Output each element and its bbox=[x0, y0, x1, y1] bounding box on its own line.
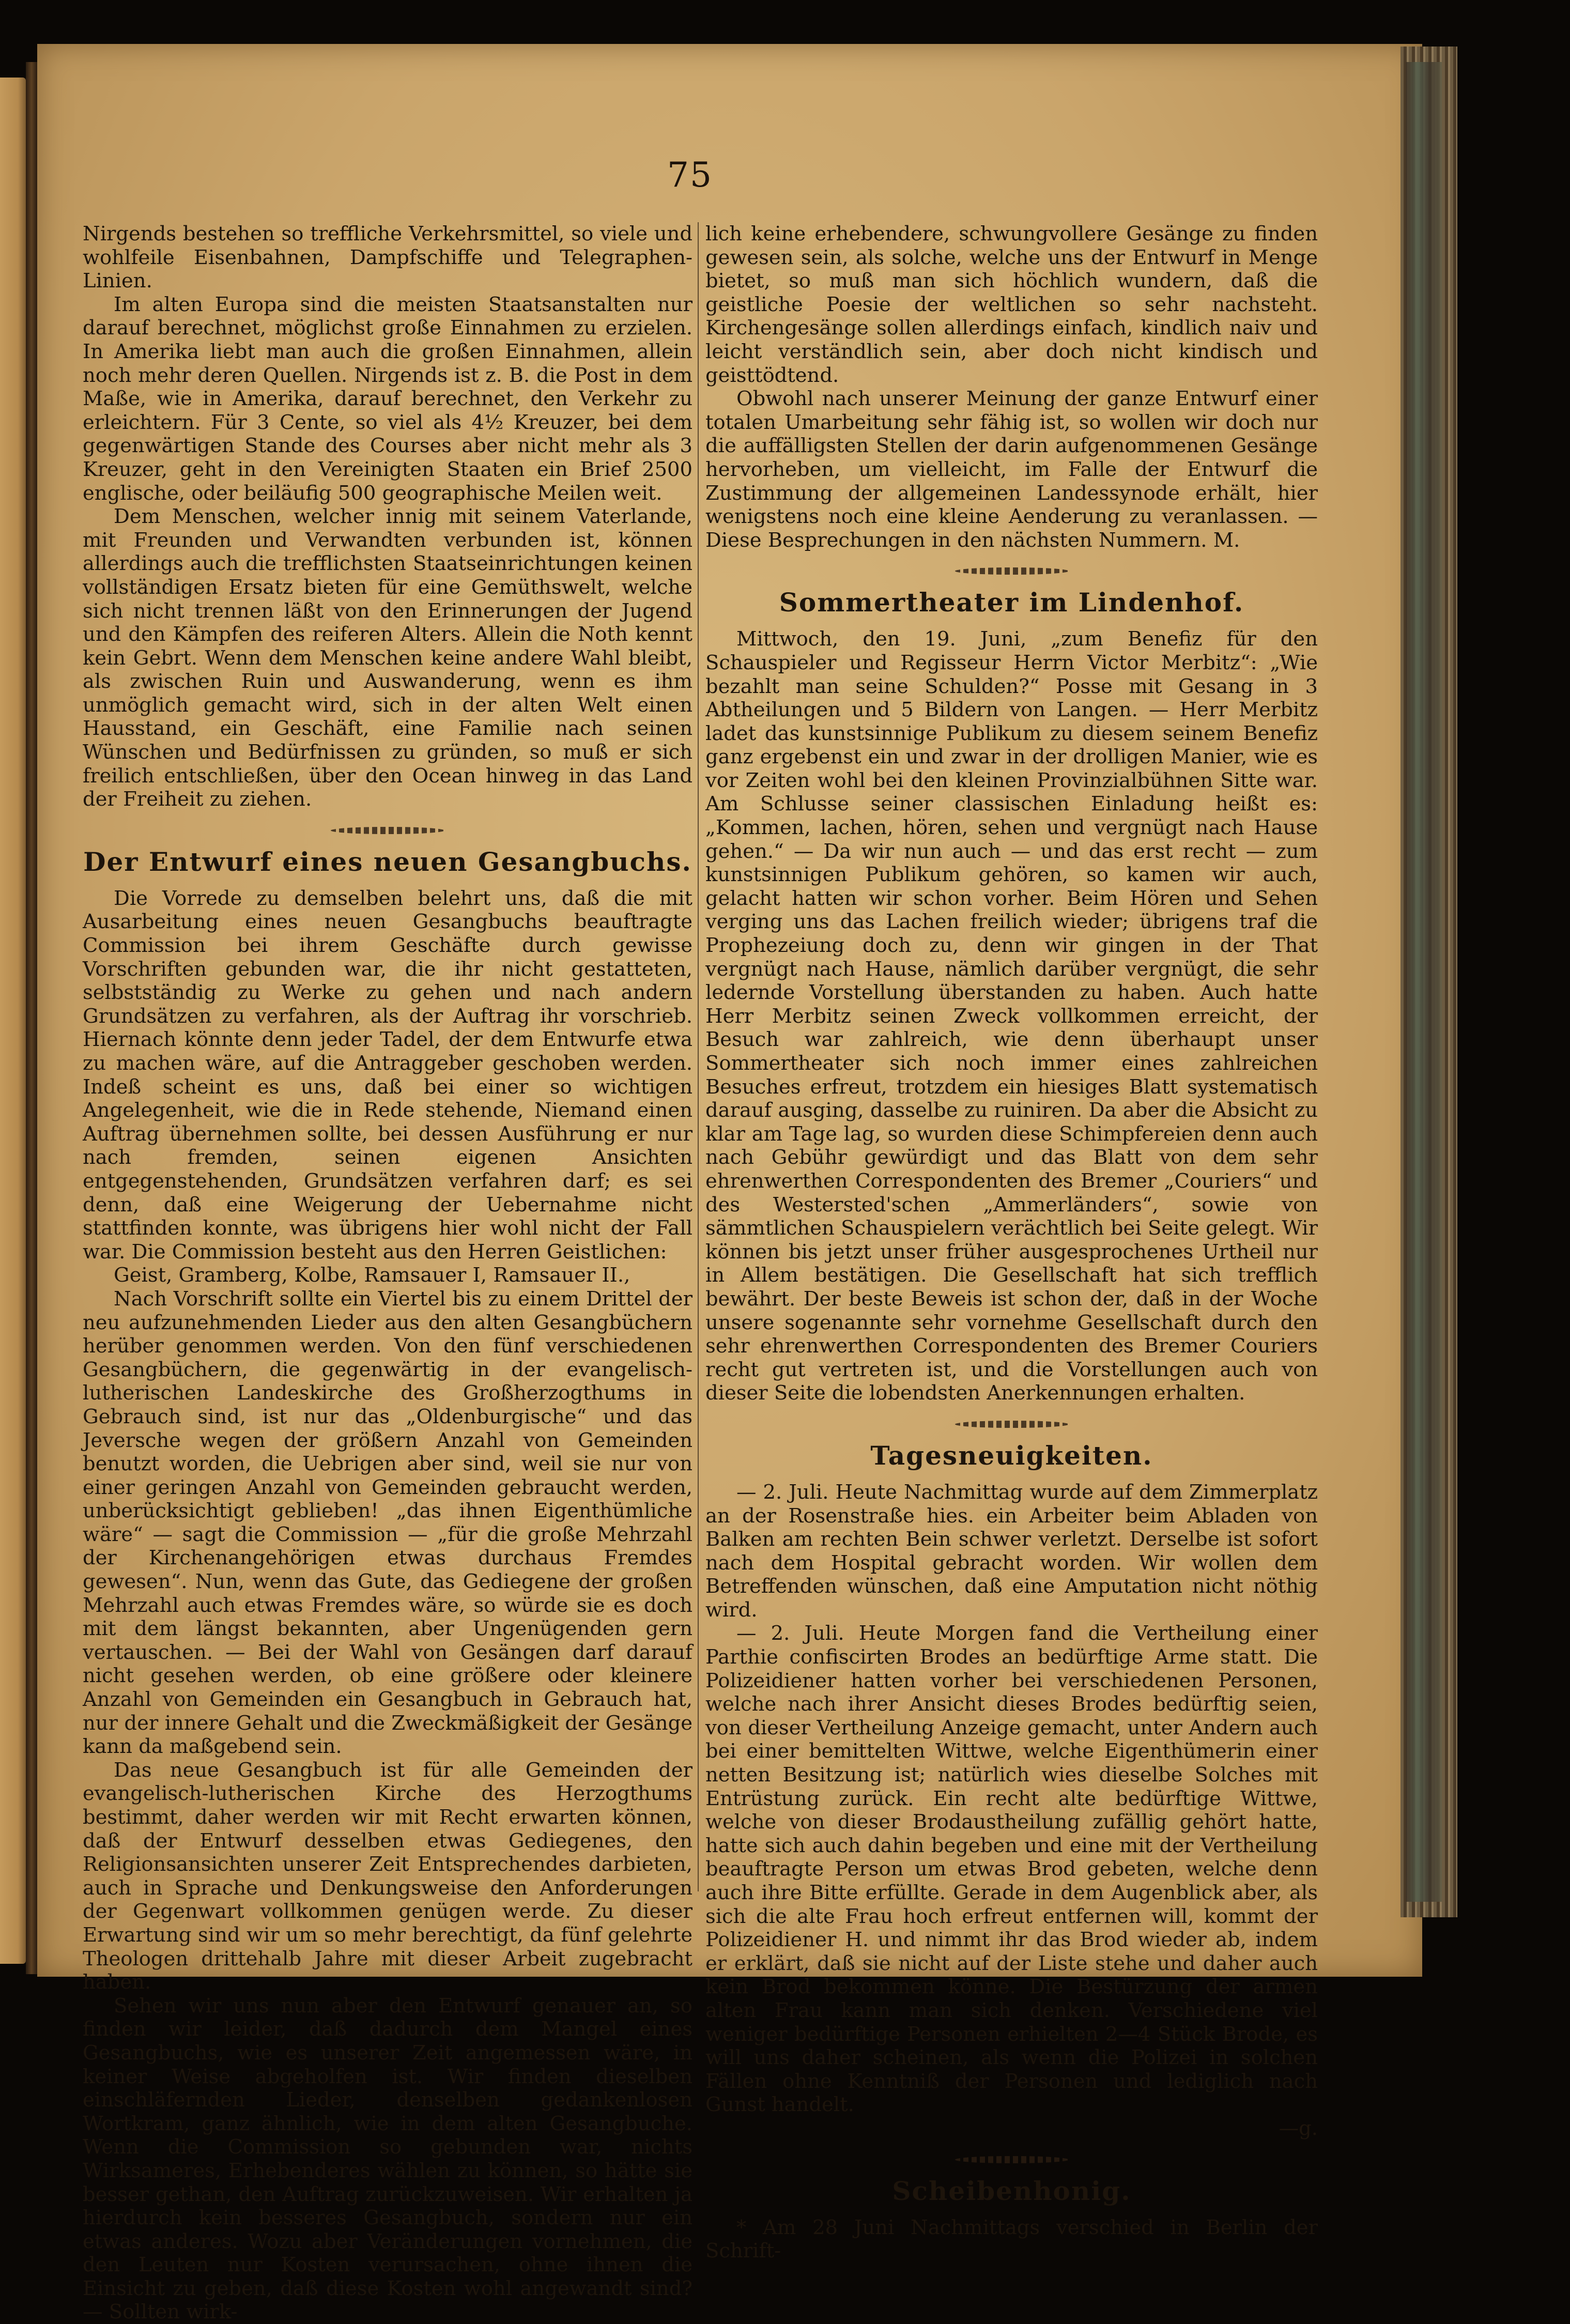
news-para-2: — 2. Juli. Heute Morgen fand die Vertheilung einer Parthie confiscirten Brodes an bedürftige Arme statt. Die Polizeidiener hatten vorher bei verschiedenen Personen, welche nach ihrer Ansicht dieses Brodes bedürftig seien, von dieser Vertheilung Anzeige gemacht, unter Andern auch bei einer bemittelten Wittwe, welche Eigenthümerin einer netten Besitzung ist; natürlich wies dieselbe Solches mit Entrüstung zurück. Ein recht alte bedürftige Wittwe, welche von dieser Brodaustheilung zufällig gehört hatte, hatte sich auch dahin begeben und eine mit der Vertheilung beauftragte Person um etwas Brod gebeten, welche denn auch ihre Bitte erfüllte. Gerade in dem Augenblick aber, als sich die alte Frau hoch erfreut entfernen will, kommt der Polizeidiener H. und nimmt ihr das Brod wieder ab, indem er erklärt, daß sie nicht auf der Liste stehe und daher auch kein Brod bekommen könne. Die Bestürzung der armen alten Frau kann man sich denken. Verschiedene viel weniger bedürftige Personen erhielten 2—4 Stück Brode, es will uns daher scheinen, als wenn die Polizei in solchen Fällen ohne Kenntniß der Personen und lediglich nach Gunst handelt. bbox=[705, 1622, 1318, 2117]
left-para-5: Nach Vorschrift sollte ein Viertel bis zu einem Drittel der neu aufzunehmenden Lieder aus den alten Gesangbüchern herüber genommen werden. Von den fünf verschiedenen Gesangbüchern, die gegenwärtig in der evangelisch-lutherischen Landeskirche des Großherzogthums in Gebrauch sind, ist nur das „Oldenburgische“ und das Jeversche wegen der größern Anzahl von Gemeinden benutzt worden, die Uebrigen aber sind, weil sie nur von einer geringen Anzahl von Gemeinden gebraucht werden, unberücksichtigt geblieben! „das ihnen Eigenthümliche wäre“ — sagt die Commission — „für die große Mehrzahl der Kirchenangehörigen etwas durchaus Fremdes gewesen“. Nun, wenn das Gute, das Gediegene der großen Mehrzahl auch etwas Fremdes wäre, so würde sie es doch mit dem längst bekannten, aber Ungenügenden gern vertauschen. — Bei der Wahl von Gesängen darf darauf nicht gesehen werden, ob eine größere oder kleinere Anzahl von Gemeinden ein Gesangbuch in Gebrauch hat, nur der innere Gehalt und die Zweckmäßigkeit der Gesänge kann da maßgebend sein. bbox=[83, 1287, 692, 1759]
column-rule bbox=[698, 222, 699, 1891]
left-para-2: Im alten Europa sind die meisten Staatsanstalten nur darauf berechnet, möglichst große Einnahmen zu erzielen. In Amerika liebt man auch die großen Einnahmen, allein noch mehr deren Quellen. Nirgends ist z. B. die Post in dem Maße, wie in Amerika, darauf berechnet, den Verkehr zu erleichtern. Für 3 Cente, so viel als 4½ Kreuzer, bei dem gegenwärtigen Stande des Courses aber nicht mehr als 3 Kreuzer, geht in den Vereinigten Staaten ein Brief 2500 englische, oder beiläufig 500 geographische Meilen weit. bbox=[83, 293, 692, 505]
left-para-names: Geist, Gramberg, Kolbe, Ramsauer I, Ramsauer II., bbox=[114, 1264, 630, 1287]
book-gutter bbox=[26, 62, 37, 1974]
heading-gesangbuch: Der Entwurf eines neuen Gesangbuchs. bbox=[83, 846, 692, 877]
honey-para-1: * Am 28 Juni Nachmittags verschied in Berlin der Schrift- bbox=[705, 2215, 1318, 2263]
section-divider-ornament bbox=[955, 567, 1069, 575]
section-divider-ornament bbox=[331, 827, 444, 834]
heading-scheibenhonig: Scheibenhonig. bbox=[892, 2175, 1131, 2206]
left-para-7: Sehen wir uns nun aber den Entwurf genauer an, so finden wir leider, daß dadurch dem Mangel eines Gesangbuchs, wie es unserer Zeit angemessen wäre, in keiner Weise abgeholfen ist. Wir finden dieselben einschläfernden Lieder, denselben gedankenlosen Wortkram, ganz ähnlich, wie in dem alten Gesangbuche. Wenn die Commission so gebunden war, nichts Wirksameres, Erhebenderes wählen zu können, so hätte sie besser gethan, den Auftrag zurückzuweisen. Wir erhalten ja hierdurch kein besseres Gesangbuch, sondern nur ein etwas anderes. Wozu aber Veränderungen vornehmen, die den Leuten nur Kosten verursachen, ohne ihnen die Einsicht zu geben, daß diese Kosten wohl angewandt sind? — Sollten wirk- bbox=[83, 1994, 692, 2324]
news-signoff: —g. bbox=[1279, 2116, 1318, 2140]
right-para-1: lich keine erhebendere, schwungvollere Gesänge zu finden gewesen sein, als solche, welche uns der Entwurf in Menge bietet, so muß man sich höchlich wundern, daß die geistliche Poesie der weltlichen so sehr nachsteht. Kirchengesänge sollen allerdings einfach, kindlich naiv und leicht verständlich sein, aber doch nicht kindisch und geisttödtend. bbox=[705, 222, 1318, 387]
theater-para-1: Mittwoch, den 19. Juni, „zum Benefiz für den Schauspieler und Regisseur Herrn Victor Merbitz“: „Wie bezahlt man seine Schulden?“ Posse mit Gesang in 3 Abtheilungen und 5 Bildern von Langen. — Herr Merbitz ladet das kunstsinnige Publikum zu diesem seinem Benefiz ganz ergebenst ein und zwar in der drolligen Manier, wie es vor Zeiten wohl bei den kleinen Provinzialbühnen Sitte war. Am Schlusse seiner classischen Einladung heißt es: „Kommen, lachen, hören, sehen und vergnügt nach Hause gehen.“ — Da wir nun auch — und das erst recht — zum kunstsinnigen Publikum gehören, so kamen wir auch, gelacht hatten wir schon vorher. Beim Hören und Sehen verging uns das Lachen freilich wieder; übrigens traf die Prophezeiung doch zu, denn wir gingen in der That vergnügt nach Hause, nämlich darüber vergnügt, die sehr ledernde Vorstellung überstanden zu haben. Auch hatte Herr Merbitz seinen Zweck vollkommen erreicht, der Besuch war zahlreich, wie denn überhaupt unser Sommertheater sich noch immer eines zahlreichen Besuches erfreut, trotzdem ein hiesiges Blatt systematisch darauf ausging, dasselbe zu ruiniren. Da aber die Absicht zu klar am Tage lag, so wurden diese Schimpfereien denn auch nach Gebühr gewürdigt und das Blatt von dem sehr ehrenwerthen Correspondenten des Bremer „Couriers“ und des Westersted'schen „Ammerländers“, sowie von sämmtlichen Schauspielern verächtlich bei Seite gelegt. Wir können bis jetzt unser früher ausgesprochenes Urtheil nur in Allem bestätigen. Die Gesellschaft hat sich trefflich bewährt. Der beste Beweis ist schon der, daß in der Woche unsere sogenannte sehr vornehme Gesellschaft durch den sehr ehrenwerthen Correspondenten des Bremer Couriers recht gut vertreten ist, und die Vorstellungen auch von dieser Seite die lobendsten Anerkennungen erhalten. bbox=[705, 627, 1318, 1405]
heading-sommertheater: Sommertheater im Lindenhof. bbox=[779, 587, 1244, 618]
previous-page-edge bbox=[0, 78, 26, 1964]
book-binding-marbled bbox=[1406, 62, 1442, 1902]
page-number: 75 bbox=[667, 155, 713, 195]
news-para-1: — 2. Juli. Heute Nachmittag wurde auf dem Zimmerplatz an der Rosenstraße hies. ein Arbeiter beim Abladen von Balken am rechten Bein schwer verletzt. Derselbe ist sofort nach dem Hospital gebracht worden. Wir wollen dem Betreffenden wünschen, daß eine Amputation nicht nöthig wird. bbox=[705, 1480, 1318, 1622]
heading-tagesneuigkeiten: Tagesneuigkeiten. bbox=[870, 1440, 1153, 1471]
left-column bbox=[83, 222, 692, 2324]
right-para-2: Obwohl nach unserer Meinung der ganze Entwurf einer totalen Umarbeitung sehr fähig ist, so wollen wir doch nur die auffälligsten Stellen der darin aufgenommenen Gesänge hervorheben, um vielleicht, im Falle der Entwurf die Zustimmung der allgemeinen Landessynode erhält, hier wenigstens noch eine kleine Aenderung zu veranlassen. — Diese Besprechungen in den nächsten Nummern. M. bbox=[705, 387, 1318, 552]
left-para-4: Die Vorrede zu demselben belehrt uns, daß die mit Ausarbeitung eines neuen Gesangbuchs beauftragte Commission bei ihrem Geschäfte durch gewisse Vorschriften gebunden war, die ihr nicht gestatteten, selbstständig zu Werke zu gehen und nach andern Grundsätzen zu verfahren, als der Auftrag ihr vorschrieb. Hiernach könnte denn jeder Tadel, der dem Entwurfe etwa zu machen wäre, auf die Antraggeber geschoben werden. Indeß scheint es uns, daß bei einer so wichtigen Angelegenheit, wie die in Rede stehende, Niemand einen Auftrag übernehmen sollte, bei dessen Ausführung er nur nach fremden, seinen eigenen Ansichten entgegenstehenden, Grundsätzen verfahren darf; es sei denn, daß eine Weigerung der Uebernahme nicht stattfinden konnte, was übrigens hier wohl nicht der Fall war. Die Commission besteht aus den Herren Geistlichen: bbox=[83, 886, 692, 1264]
left-para-3: Dem Menschen, welcher innig mit seinem Vaterlande, mit Freunden und Verwandten verbunden ist, können allerdings auch die trefflichsten Staatseinrichtungen keinen vollständigen Ersatz bieten für eine Gemüthswelt, welche sich nicht trennen läßt von den Erinnerungen der Jugend und den Kämpfen des reiferen Alters. Allein die Noth kennt kein Gebrt. Wenn dem Menschen keine andere Wahl bleibt, als zwischen Ruin und Auswanderung, wenn es ihm unmöglich gemacht wird, sich in der alten Welt einen Hausstand, ein Geschäft, eine Familie nach seinen Wünschen und Bedürfnissen zu gründen, so muß er sich freilich entschließen, über den Ocean hinweg in das Land der Freiheit zu ziehen. bbox=[83, 505, 692, 811]
right-column bbox=[705, 222, 1318, 2263]
section-divider-ornament bbox=[955, 2156, 1069, 2163]
left-para-1: Nirgends bestehen so treffliche Verkehrsmittel, so viele und wohlfeile Eisenbahnen, Dampfschiffe und Telegraphen-Linien. bbox=[83, 222, 692, 293]
left-para-6: Das neue Gesangbuch ist für alle Gemeinden der evangelisch-lutherischen Kirche des Herzogthums bestimmt, daher werden wir mit Recht erwarten können, daß der Entwurf desselben etwas Gediegenes, den Religionsansichten unserer Zeit Entsprechendes darbieten, auch in Sprache und Denkungsweise den Anforderungen der Gegenwart vollkommen genügen werde. Zu dieser Erwartung sind wir um so mehr berechtigt, da fünf gelehrte Theologen drittehalb Jahre mit dieser Arbeit zugebracht haben. bbox=[83, 1758, 692, 1994]
section-divider-ornament bbox=[955, 1421, 1069, 1428]
